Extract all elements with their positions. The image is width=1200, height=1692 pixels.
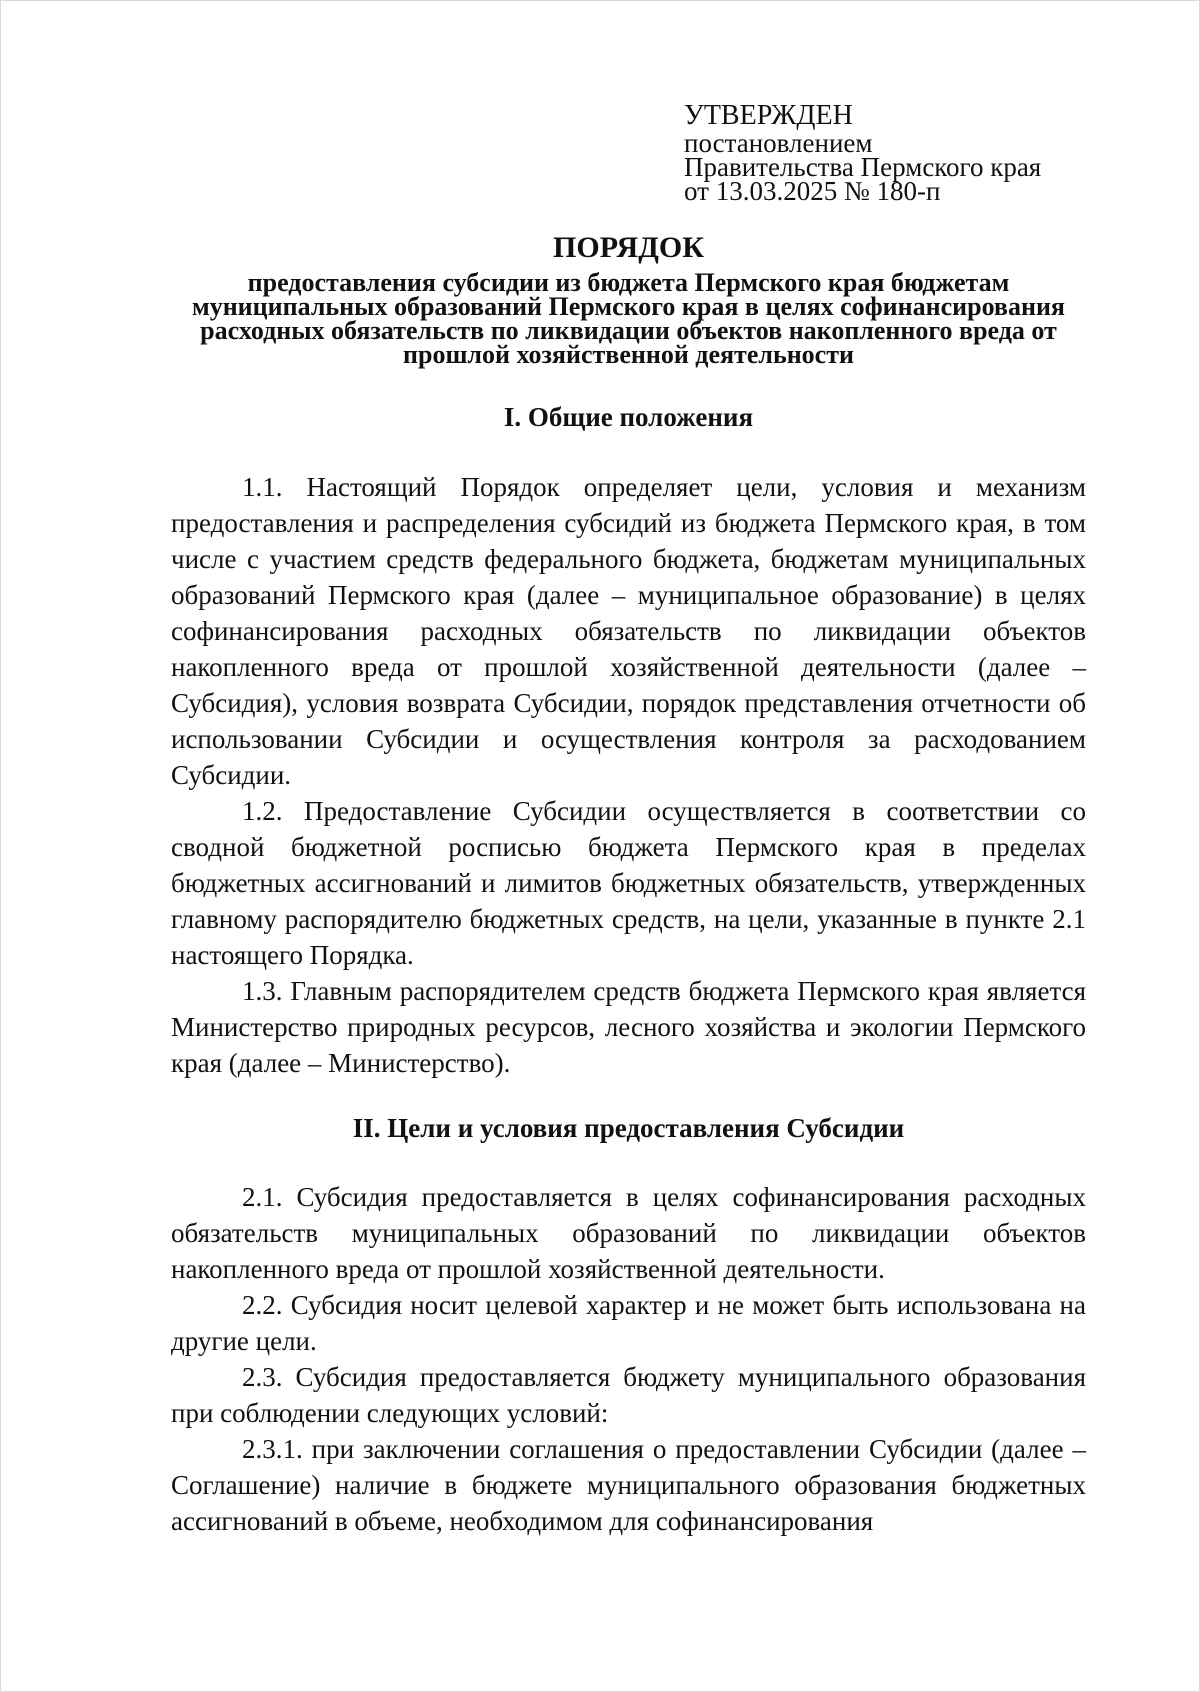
section-2-heading: II. Цели и условия предоставления Субсидии [352, 1113, 905, 1143]
paragraph-2-1: 2.1. Субсидия предоставляется в целях софинансирования расходных обязательств муниципальных образований по ликвидации объектов накопленного вреда от прошлой хозяйственной деятельности. [171, 1182, 1086, 1284]
paragraph-1-3: 1.3. Главным распорядителем средств бюджета Пермского края является Министерство природных ресурсов, лесного хозяйства и экологии Пермского края (далее – Министерство). [171, 976, 1086, 1078]
section-2-body [171, 1179, 1086, 1539]
paragraph-2-2: 2.2. Субсидия носит целевой характер и не может быть использована на другие цели. [171, 1290, 1086, 1356]
approval-status: УТВЕРЖДЕН [684, 100, 853, 131]
section-1-body [171, 469, 1086, 1081]
paragraph-1-1: 1.1. Настоящий Порядок определяет цели, условия и механизм предоставления и распределения субсидий из бюджета Пермского края, в том числе с участием средств федерального бюджета, бюджетам муниципальных образований Пермского края (далее – муниципальное образование) в целях софинансирования расходных обязательств по ликвидации объектов накопленного вреда от прошлой хозяйственной деятельности (далее – Субсидия), условия возврата Субсидии, порядок представления отчетности об использовании Субсидии и осуществления контроля за расходованием Субсидии. [171, 472, 1086, 790]
document-title: ПОРЯДОК [553, 231, 704, 264]
paragraph-2-3: 2.3. Субсидия предоставляется бюджету муниципального образования при соблюдении следующих условий: [171, 1362, 1086, 1428]
paragraph-1-2: 1.2. Предоставление Субсидии осуществляется в соответствии со сводной бюджетной росписью бюджета Пермского края в пределах бюджетных ассигнований и лимитов бюджетных обязательств, утвержденных главному распорядителю бюджетных средств, на цели, указанные в пункте 2.1 настоящего Порядка. [171, 796, 1086, 970]
approval-line-2: Правительства Пермского края [684, 152, 1042, 182]
approval-line-3: от 13.03.2025 № 180-п [684, 176, 941, 206]
approval-stamp-block [684, 100, 1042, 206]
paragraph-2-3-1: 2.3.1. при заключении соглашения о предоставлении Субсидии (далее – Соглашение) наличие в бюджете муниципального образования бюджетных ассигнований в объеме, необходимом для софинансирования [171, 1434, 1086, 1536]
section-1-heading: I. Общие положения [503, 402, 754, 432]
document-subtitle: предоставления субсидии из бюджета Пермского края бюджетам муниципальных образований Пермского края в целях софинансирования расходных обязательств по ликвидации объектов накопленного вреда от прошлой хозяйственной деятельности [191, 268, 1066, 369]
approval-line-1: постановлением [684, 128, 873, 158]
